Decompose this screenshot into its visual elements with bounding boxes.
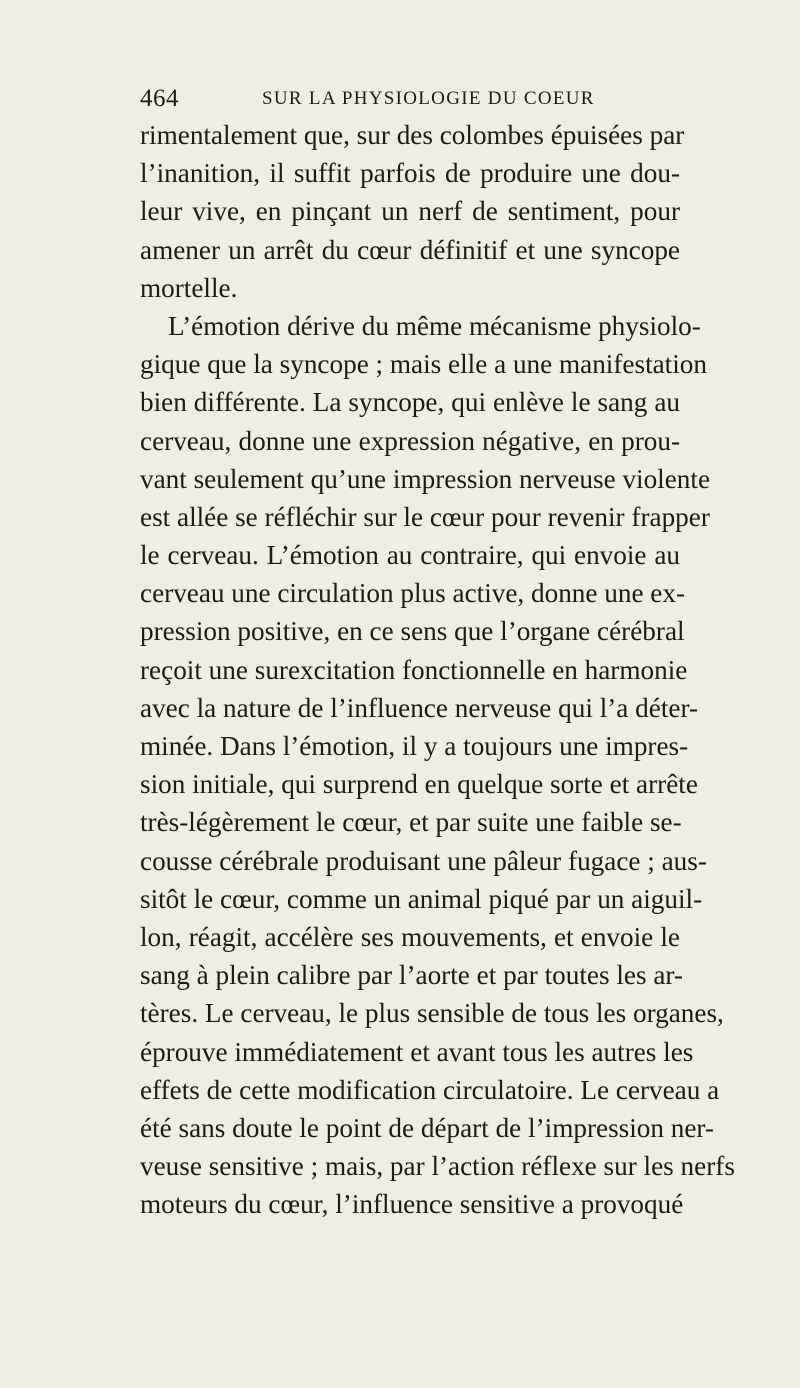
text-line: pression positive, en ce sens que l’organe cérébral (140, 616, 685, 647)
text-line: veuse sensitive ; mais, par l’action réflexe sur les nerfs (140, 1151, 735, 1182)
text-line: L’émotion dérive du même mécanisme physiolo- (168, 310, 701, 341)
text-line: vant seulement qu’une impression nerveuse violente (140, 463, 711, 494)
text-line: avec la nature de l’influence nerveuse qui l’a déter- (140, 692, 699, 723)
text-line: gique que la syncope ; mais elle a une manifestation (140, 349, 707, 380)
text-line: éprouve immédiatement et avant tous les autres les (140, 1036, 694, 1067)
page-number: 464 (140, 85, 179, 112)
body-text (140, 116, 735, 1223)
text-line: cousse cérébrale produisant une pâleur fugace ; aus- (140, 845, 707, 876)
text-line: amener un arrêt du cœur définitif et une syncope (140, 234, 680, 265)
text-line: été sans doute le point de départ de l’impression ner- (140, 1112, 714, 1143)
text-line: le cerveau. L’émotion au contraire, qui envoie au (140, 540, 680, 571)
text-line: sion initiale, qui surprend en quelque sorte et arrête (140, 769, 698, 800)
running-title: SUR LA PHYSIOLOGIE DU COEUR (262, 88, 595, 109)
text-line: sang à plein calibre par l’aorte et par toutes les ar- (140, 960, 683, 991)
text-line: est allée se réfléchir sur le cœur pour revenir frapper (140, 501, 710, 532)
text-line: lon, réagit, accélère ses mouvements, et envoie le (140, 921, 680, 952)
text-line: cerveau, donne une expression négative, en prou- (140, 425, 680, 456)
text-line: rimentalement que, sur des colombes épuisées par (140, 120, 685, 150)
text-line: effets de cette modification circulatoire. Le cerveau a (140, 1074, 720, 1105)
text-line: sitôt le cœur, comme un animal piqué par un aiguil- (140, 883, 703, 914)
text-line: cerveau une circulation plus active, donne une ex- (140, 578, 686, 609)
text-line: leur vive, en pinçant un nerf de sentiment, pour (140, 196, 680, 227)
text-line: tères. Le cerveau, le plus sensible de tous les organes, (140, 998, 724, 1029)
running-head (140, 84, 680, 114)
text-line: l’inanition, il suffit parfois de produire une dou- (140, 158, 680, 189)
text-line: reçoit une surexcitation fonctionnelle en harmonie (140, 654, 688, 685)
text-line: minée. Dans l’émotion, il y a toujours une impres- (140, 731, 689, 761)
text-line: bien différente. La syncope, qui enlève le sang au (140, 387, 680, 418)
text-line: mortelle. (140, 272, 238, 303)
text-line: très-légèrement le cœur, et par suite une faible se- (140, 807, 682, 838)
text-line: moteurs du cœur, l’influence sensitive a provoqué (140, 1189, 684, 1220)
